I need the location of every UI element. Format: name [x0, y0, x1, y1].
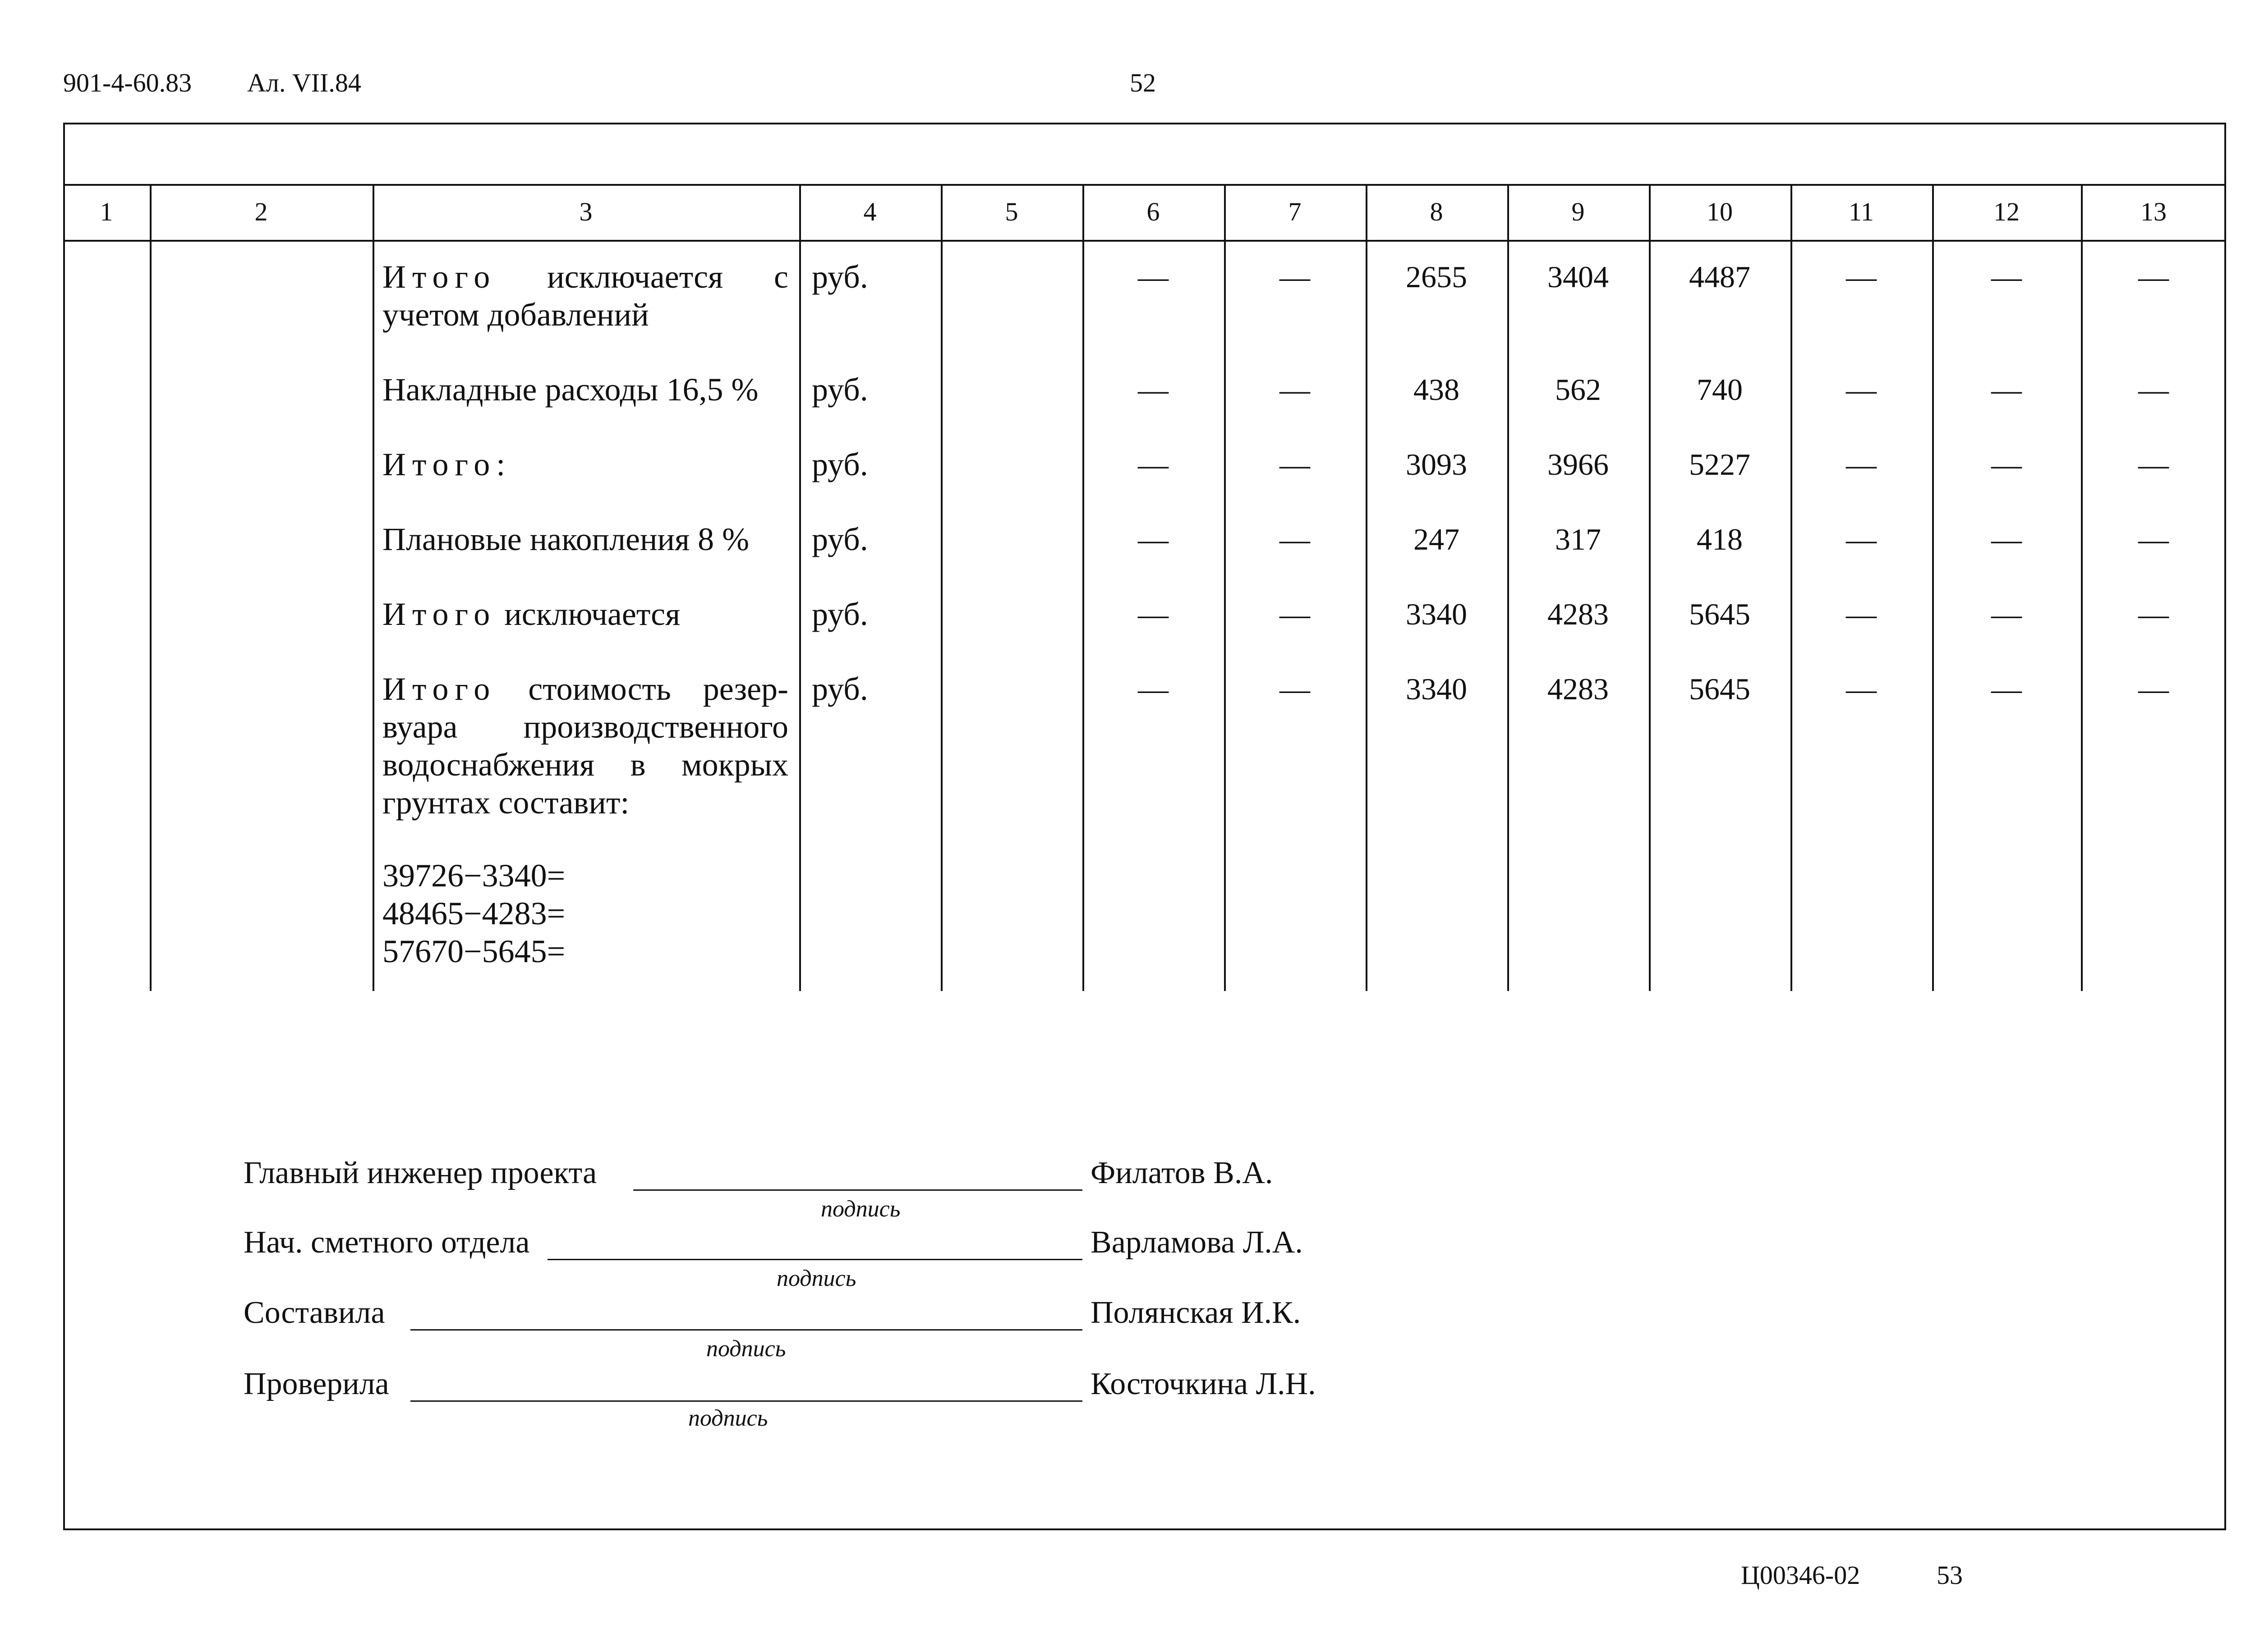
- column-number: 9: [1571, 197, 1585, 226]
- column-number: 11: [1849, 197, 1874, 226]
- cell-c11: —: [1846, 260, 1877, 294]
- cell-c9: 562: [1555, 372, 1601, 407]
- calc-line: 39726−3340=: [382, 858, 566, 894]
- signature-hint: подпись: [821, 1196, 901, 1222]
- cell-c13: —: [2138, 447, 2169, 482]
- column-divider: [2081, 184, 2083, 991]
- cell-c8: 2655: [1406, 260, 1467, 294]
- cell-c11: —: [1846, 372, 1877, 407]
- column-divider: [1790, 184, 1792, 991]
- column-divider: [1082, 184, 1084, 991]
- cell-c12: —: [1991, 260, 2022, 294]
- signature-role: Нач. сметного отдела: [244, 1225, 530, 1260]
- signature-role: Составила: [244, 1295, 385, 1330]
- column-divider: [150, 184, 152, 991]
- column-number: 7: [1288, 197, 1302, 226]
- signature-role: Проверила: [244, 1367, 389, 1401]
- row-description: Накладные расходы 16,5 %: [382, 372, 759, 408]
- cell-c7: —: [1279, 260, 1310, 294]
- page-number: 52: [1130, 68, 1156, 97]
- signature-hint: подпись: [706, 1336, 786, 1362]
- cell-c9: 317: [1555, 522, 1601, 556]
- row-unit: руб.: [812, 446, 868, 482]
- signature-line: [410, 1329, 1082, 1331]
- cell-c11: —: [1846, 672, 1877, 706]
- cell-c9: 4283: [1547, 672, 1609, 706]
- cell-c6: —: [1138, 597, 1169, 631]
- column-number: 1: [100, 197, 113, 226]
- cell-c8: 3093: [1406, 447, 1467, 482]
- cell-c6: —: [1138, 372, 1169, 407]
- calc-line: 48465−4283=: [382, 895, 566, 932]
- signature-hint: подпись: [688, 1405, 768, 1431]
- cell-c12: —: [1991, 597, 2022, 631]
- row-description: Итого исключается с учетом добавлений: [382, 259, 788, 333]
- cell-c10: 5645: [1689, 597, 1750, 631]
- cell-c7: —: [1279, 447, 1310, 482]
- column-number: 6: [1146, 197, 1160, 226]
- cell-c7: —: [1279, 597, 1310, 631]
- cell-c11: —: [1846, 447, 1877, 482]
- header-rule-bottom: [63, 240, 2226, 242]
- column-number: 12: [1993, 197, 2020, 226]
- signature-name: Филатов В.А.: [1091, 1156, 1273, 1190]
- cell-c13: —: [2138, 372, 2169, 407]
- cell-c13: —: [2138, 260, 2169, 294]
- column-divider: [1649, 184, 1651, 991]
- calculation-lines: [382, 857, 788, 970]
- sheet-label: Ал. VII.84: [247, 68, 361, 97]
- cell-c6: —: [1138, 672, 1169, 706]
- row-unit: руб.: [812, 671, 868, 707]
- signature-line: [548, 1259, 1082, 1260]
- column-number: 13: [2140, 197, 2167, 226]
- cell-c12: —: [1991, 372, 2022, 407]
- cell-c7: —: [1279, 522, 1310, 556]
- cell-c12: —: [1991, 522, 2022, 556]
- signature-name: Косточкина Л.Н.: [1091, 1367, 1316, 1401]
- column-divider: [1507, 184, 1509, 991]
- row-unit: руб.: [812, 521, 868, 557]
- signature-name: Полянская И.К.: [1091, 1295, 1301, 1330]
- footer-code: Ц00346-02: [1741, 1560, 1860, 1590]
- column-divider: [1224, 184, 1226, 991]
- cell-c10: 4487: [1689, 260, 1750, 294]
- row-description: Итого:: [382, 446, 512, 482]
- row-description: Плановые накопления 8 %: [382, 521, 750, 557]
- row-unit: руб.: [812, 596, 868, 632]
- cell-c9: 3404: [1547, 260, 1609, 294]
- cell-c12: —: [1991, 672, 2022, 706]
- cell-c8: 247: [1413, 522, 1459, 556]
- cell-c6: —: [1138, 522, 1169, 556]
- column-number: 3: [579, 197, 593, 226]
- cell-c10: 5227: [1689, 447, 1750, 482]
- column-number: 4: [863, 197, 877, 226]
- signature-hint: подпись: [777, 1266, 856, 1291]
- cell-c11: —: [1846, 522, 1877, 556]
- cell-c7: —: [1279, 372, 1310, 407]
- column-number: 8: [1430, 197, 1443, 226]
- column-divider: [799, 184, 801, 991]
- column-divider: [1932, 184, 1934, 991]
- column-divider: [373, 184, 374, 991]
- row-unit: руб.: [812, 259, 868, 295]
- column-number: 2: [254, 197, 268, 226]
- cell-c7: —: [1279, 672, 1310, 706]
- footer-page: 53: [1937, 1560, 1963, 1590]
- signature-name: Варламова Л.А.: [1091, 1225, 1303, 1260]
- signature-line: [410, 1400, 1082, 1402]
- cell-c9: 3966: [1547, 447, 1609, 482]
- column-divider: [1366, 184, 1367, 991]
- cell-c10: 5645: [1689, 672, 1750, 706]
- column-number: 10: [1707, 197, 1733, 226]
- column-divider: [941, 184, 943, 991]
- cell-c6: —: [1138, 260, 1169, 294]
- cell-c8: 438: [1413, 372, 1459, 407]
- row-description: Итого исключается: [382, 596, 681, 632]
- cell-c10: 418: [1697, 522, 1743, 556]
- signature-role: Главный инженер проекта: [244, 1156, 597, 1190]
- column-number: 5: [1005, 197, 1018, 226]
- cell-c8: 3340: [1406, 597, 1467, 631]
- cell-c12: —: [1991, 447, 2022, 482]
- cell-c10: 740: [1697, 372, 1743, 407]
- cell-c13: —: [2138, 522, 2169, 556]
- row-unit: руб.: [812, 372, 868, 408]
- cell-c13: —: [2138, 597, 2169, 631]
- signature-line: [633, 1189, 1082, 1191]
- calc-line: 57670−5645=: [382, 933, 566, 969]
- cell-c6: —: [1138, 447, 1169, 482]
- cell-c13: —: [2138, 672, 2169, 706]
- document-code: 901-4-60.83: [63, 68, 192, 97]
- cell-c8: 3340: [1406, 672, 1467, 706]
- cell-c9: 4283: [1547, 597, 1609, 631]
- cell-c11: —: [1846, 597, 1877, 631]
- row-description: Итого стоимость резер- вуара производственного водоснабжения в мокрых грунтах составит:: [382, 671, 788, 821]
